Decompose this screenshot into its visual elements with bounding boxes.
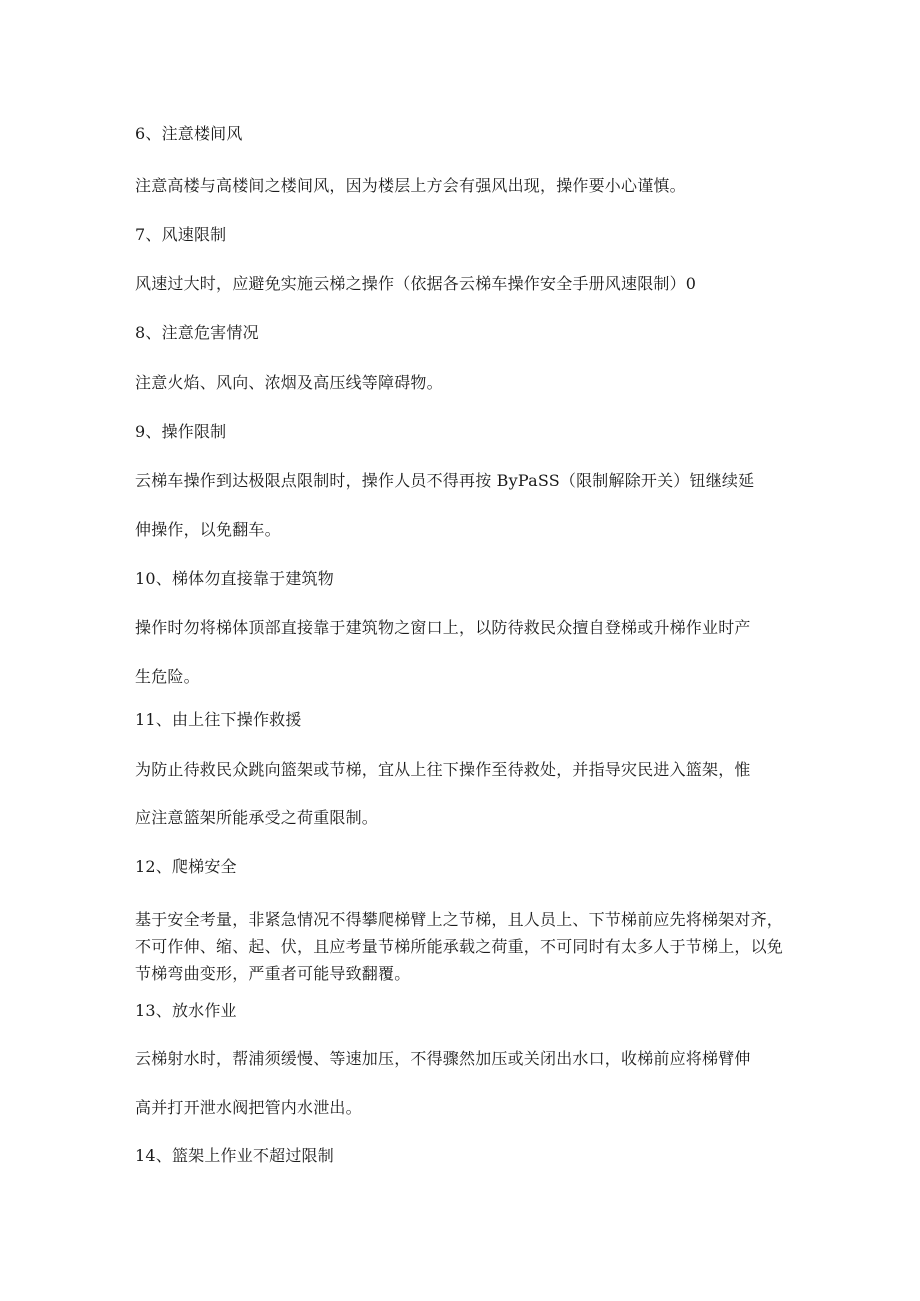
section-heading-9: 9、操作限制 [135,422,227,441]
section-text-10-line-1: 操作时勿将梯体顶部直接靠于建筑物之窗口上，以防待救民众擅自登梯或升梯作业时产 [135,618,751,637]
section-text-13-line-1: 云梯射水时，帮浦须缓慢、等速加压，不得骤然加压或关闭出水口，收梯前应将梯臂伸 [135,1049,751,1068]
section-heading-6: 6、注意楼间风 [135,124,243,143]
section-text-9-line-1: 云梯车操作到达极限点限制时，操作人员不得再按 ByPaSS（限制解除开关）钮继续延 [135,471,755,490]
section-text-9-line-2: 伸操作，以免翻车。 [135,520,281,539]
section-heading-7: 7、风速限制 [135,225,227,244]
section-text-7: 风速过大时，应避免实施云梯之操作（依据各云梯车操作安全手册风速限制）0 [135,274,697,293]
section-heading-8: 8、注意危害情况 [135,323,259,342]
section-text-13-line-2: 高并打开泄水阀把管内水泄出。 [135,1098,362,1117]
section-text-8: 注意火焰、风向、浓烟及高压线等障碍物。 [135,373,443,392]
section-text-11-line-1: 为防止待救民众跳向篮架或节梯，宜从上往下操作至待救处，并指导灾民进入篮架，惟 [135,760,751,779]
section-text-6: 注意高楼与高楼间之楼间风，因为楼层上方会有强风出现，操作要小心谨慎。 [135,176,686,195]
section-heading-10: 10、梯体勿直接靠于建筑物 [135,569,334,588]
section-heading-12: 12、爬梯安全 [135,857,237,876]
section-paragraph-12: 基于安全考量，非紧急情况不得攀爬梯臂上之节梯，且人员上、下节梯前应先将梯架对齐，不可作伸、缩、起、伏，且应考量节梯所能承载之荷重，不可同时有太多人于节梯上，以免节梯弯曲变形，严重者可能导致翻覆。 [135,910,784,983]
section-text-10-line-2: 生危险。 [135,667,200,686]
section-heading-11: 11、由上往下操作救援 [135,710,302,729]
section-text-11-line-2: 应注意篮架所能承受之荷重限制。 [135,808,379,827]
section-heading-14: 14、篮架上作业不超过限制 [135,1146,334,1165]
section-heading-13: 13、放水作业 [135,1001,237,1020]
